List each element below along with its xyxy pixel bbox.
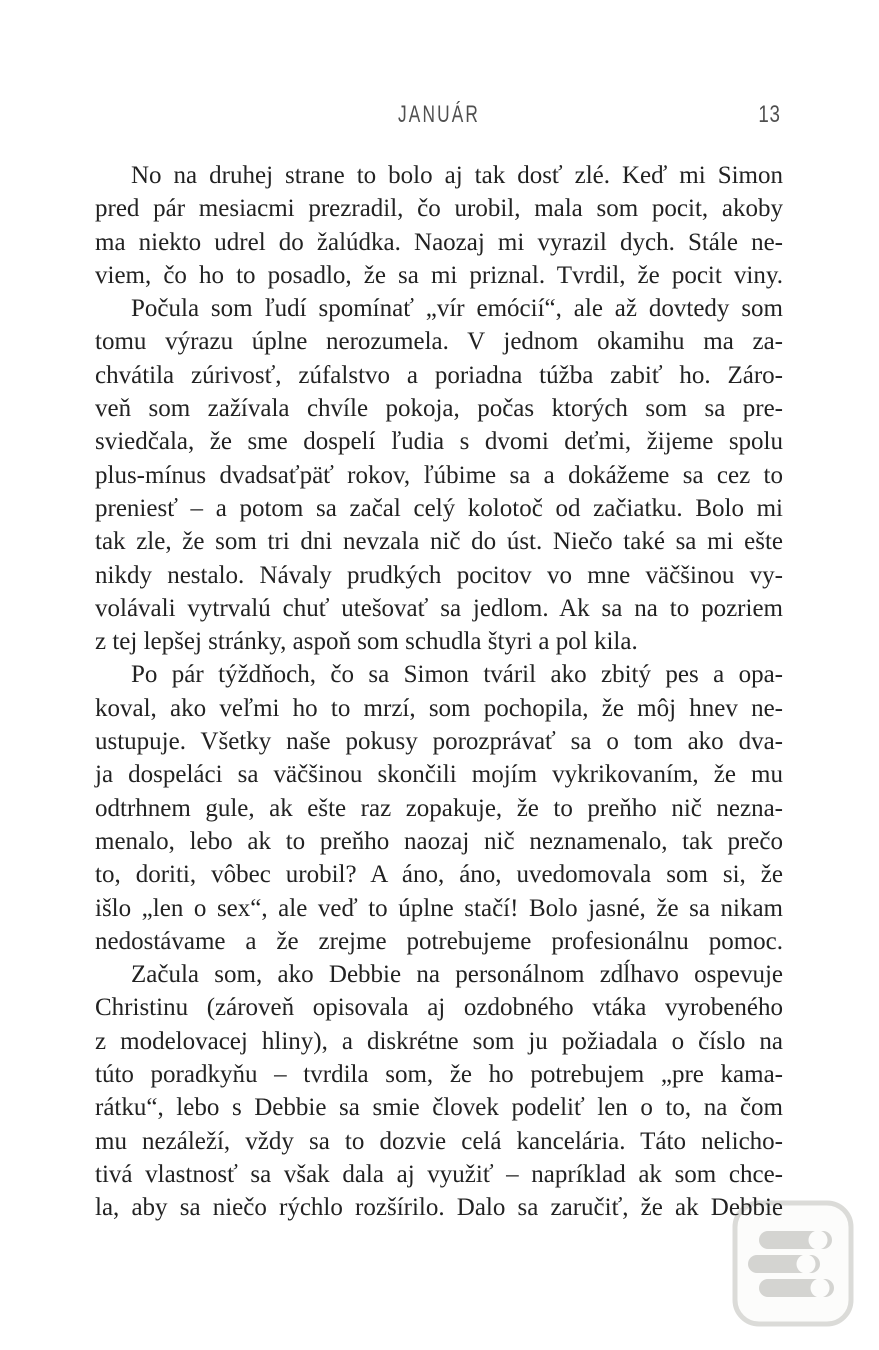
text-line: išlo „len o sex“, ale veď to úplne stačí! Bolo jasné, že sa nikam [95, 894, 783, 922]
page-number: 13 [758, 101, 781, 128]
text-line: tivá vlastnosť sa však dala aj využiť – napríklad ak som chce- [95, 1160, 783, 1188]
book-spine-top [759, 1231, 832, 1250]
chapter-title: JANUÁR [397, 101, 481, 128]
text-line: No na druhej strane to bolo aj tak dosť zlé. Keď mi Simon [131, 162, 783, 189]
text-line: Christinu (zároveň opisovala aj ozdobného vtáka vyrobeného [95, 994, 783, 1022]
text-line: chvátila zúrivosť, zúfalstvo a poriadna túžba zabiť ho. Záro- [95, 361, 783, 389]
text-line: z modelovacej hliny), a diskrétne som ju požiadala o číslo na [95, 1027, 783, 1055]
text-line: la, aby sa niečo rýchlo rozšírilo. Dalo sa zaručiť, že ak Debbie [95, 1194, 783, 1222]
text-line: preniesť – a potom sa začal celý kolotoč od začiatku. Bolo mi [95, 494, 783, 522]
text-line: nedostávame a že zrejme potrebujeme profesionálnu pomoc. [95, 927, 783, 955]
text-line: Začula som, ako Debbie na personálnom zdĺhavo ospevuje [131, 961, 783, 989]
text-line: ustupuje. Všetky naše pokusy porozprávať sa o tom ako dva- [95, 728, 783, 756]
text-line: Počula som ľudí spomínať „vír emócií“, ale až dovtedy som [131, 295, 783, 323]
text-line: z tej lepšej stránky, aspoň som schudla štyri a pol kila. [95, 628, 638, 656]
text-line: odtrhnem gule, ak ešte raz zopakuje, že to preňho nič nezna- [95, 794, 783, 822]
text-line: to, doriti, vôbec urobil? A áno, áno, uvedomovala som si, že [95, 861, 783, 889]
text-line: koval, ako veľmi ho to mrzí, som pochopila, že môj hnev ne- [95, 694, 783, 722]
book-spine-middle [748, 1255, 820, 1274]
text-line: rátku“, lebo s Debbie sa smie človek podeliť len o to, na čom [95, 1094, 783, 1122]
text-line: Po pár týždňoch, čo sa Simon tváril ako zbitý pes a opa- [131, 661, 783, 689]
book-spine-bottom [759, 1279, 834, 1298]
text-line: tomu výrazu úplne nerozumela. V jednom okamihu ma za- [95, 328, 783, 356]
text-line: ja dospeláci sa väčšinou skončili mojím vykrikovaním, že mu [95, 761, 783, 789]
text-line: ma niekto udrel do žalúdka. Naozaj mi vyrazil dych. Stále ne- [95, 228, 783, 256]
text-line: plus-mínus dvadsaťpäť rokov, ľúbime sa a dokážeme sa cez to [95, 461, 783, 489]
paragraph [95, 159, 783, 292]
paragraph [95, 958, 783, 1224]
text-line: veň som zažívala chvíle pokoja, počas ktorých som sa pre- [95, 395, 783, 423]
page-body [95, 159, 783, 1225]
paragraph [95, 658, 783, 958]
running-header [95, 101, 783, 131]
text-line: tak zle, že som tri dni nevzala nič do úst. Niečo také sa mi ešte [95, 528, 783, 556]
text-line: pred pár mesiacmi prezradil, čo urobil, mala som pocit, akoby [95, 195, 783, 223]
text-line: menalo, lebo ak to preňho naozaj nič neznamenalo, tak prečo [95, 827, 783, 855]
text-line: volávali vytrvalú chuť utešovať sa jedlom. Ak sa na to pozriem [95, 594, 783, 622]
paragraph [95, 292, 783, 658]
text-line: túto poradkyňu – tvrdila som, že ho potrebujem „pre kama- [95, 1061, 783, 1089]
text-line: nikdy nestalo. Návaly prudkých pocitov vo mne väčšinou vy- [95, 561, 783, 589]
text-line: mu nezáleží, vždy sa to dozvie celá kancelária. Táto nelicho- [95, 1127, 783, 1155]
text-line: viem, čo ho to posadlo, že sa mi priznal. Tvrdil, že pocit viny. [95, 261, 783, 289]
text-line: sviedčala, že sme dospelí ľudia s dvomi deťmi, žijeme spolu [95, 428, 783, 456]
